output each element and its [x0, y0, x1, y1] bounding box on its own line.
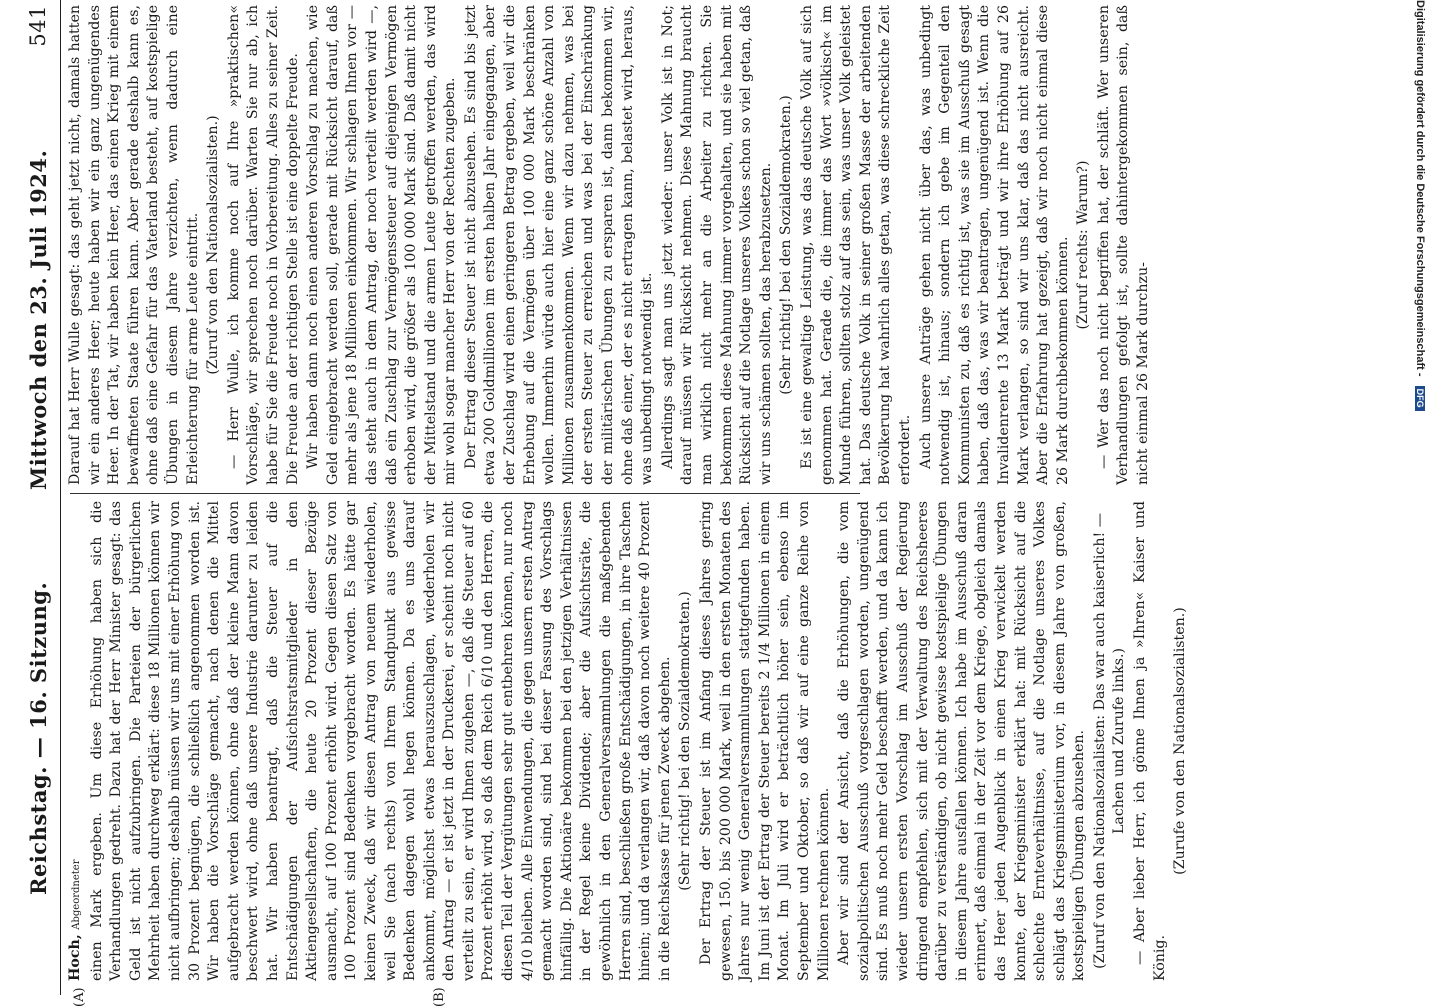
paragraph: Allerdings sagt man uns jetzt wieder: unser Volk ist in Not; darauf müssen wir Rücksicht nehmen. Diese Mahnung braucht man wirklich nicht mehr an die Arbeiter zu richten. Sie bekommen diese Mahnung immer vorgehalten, und sie haben mit Rücksicht auf die Notlage unseres Volkes schon so viel getan, daß wir uns schämen sollten, das herabzusetzen. — [659, 5, 774, 485]
page-number: 541 — [26, 5, 50, 47]
paragraph: Es ist eine gewaltige Leistung, was das deutsche Volk auf sich genommen hat. Gerade die, die immer das Wort »völkisch« im Munde führen, sollten stolz auf das sein, was unser Volk geleistet hat. Das deutsche Volk in seiner großen Masse der arbeitenden Bevölkerung hat wahrlich alles getan, was diese schreckliche Zeit erfordert. — [798, 5, 913, 485]
right-column — [66, 5, 1152, 485]
column-divider — [70, 493, 860, 494]
margin-mark-a: (A) — [72, 987, 87, 1007]
speaker-name: Hoch, — [67, 934, 83, 981]
interjection: (Zuruf von den Nationalsozialisten.) — [205, 115, 222, 375]
paragraph: — Aber lieber Herr, ich gönne Ihnen ja »Ihren« Kaiser und König. — [1132, 501, 1168, 981]
speaker-line — [66, 501, 87, 981]
margin-mark-b: (B) — [432, 987, 447, 1007]
paragraph: Darauf hat Herr Wulle gesagt: das geht jetzt nicht, damals hatten wir ein anderes Heer; heute haben wir ein ganz ungenügendes Heer. In der Tat, wir haben kein Heer, das einen Krieg mit einem bewaffneten Staate führen kann. Aber gerade deshalb kann es, ohne daß eine Gefahr für das Vaterland besteht, auf kostspielige Übungen in diesem Jahre verzichten, wenn dadurch eine Erleichterung für arme Leute eintritt. — [67, 5, 201, 485]
credit-text: Digitalisierung gefördert durch die Deutsche Forschungsgemeinschaft - — [1414, 0, 1426, 377]
paragraph: Auch unsere Anträge gehen nicht über das, was unbedingt notwendig ist, hinaus; sondern ich gebe im Gegenteil den Kommunisten zu, daß es richtig ist, was sie im Ausschuß gesagt haben, daß das, was wir beantragen, ungenügend ist. Wenn die Invalidenrente 13 Mark beträgt und wir ihre Erhöhung auf 26 Mark verlangen, so sind wir uns klar, daß das nicht ausreicht. Aber die Erfahrung hat gezeigt, daß wir noch nicht einmal diese 26 Mark durchbekommen können. — [917, 5, 1071, 485]
page-header — [20, 0, 61, 995]
dfg-logo: DFG — [1415, 386, 1425, 411]
paragraph: Aber wir sind der Ansicht, daß die Erhöhungen, die vom sozialpolitischen Ausschuß vorgeschlagen worden, ungenügend sind. Es muß noch mehr Geld beschafft werden, und da kann ich wieder unsern ersten Vorschlag im Ausschuß der Regierung dringend empfehlen, sich mit der Verwaltung des Reichsheeres darüber zu verständigen, ob nicht gewisse kostspielige Übungen in diesem Jahre ausfallen können. Ich habe im Ausschuß daran erinnert, daß einmal in der Zeit vor dem Kriege, obgleich damals das Heer jeden Augenblick in einen Krieg verwickelt werden konnte, der Kriegsminister erklärt hat: mit Rücksicht auf die schlechte Ernteverhältnisse, auf die Notlage unseres Volkes schlägt das Kriegsministerium vor, in diesem Jahre von großen, kostspieligen Übungen abzusehen. — [836, 501, 1088, 981]
digitization-credit-text — [1406, 0, 1426, 1000]
interjection: (Sehr richtig! bei den Sozialdemokraten.) — [778, 95, 795, 395]
paragraph: Der Ertrag der Steuer ist im Anfang dieses Jahres gering gewesen, 150. bis 200 000 Mark, weil in den ersten Monaten des Jahres nur wenig Generalversammlungen stattgefunden haben. Im Juni ist der Ertrag der Steuer bereits 2 1/4 Millionen in einem Monat. Im Juli wird er beträchtlich höher sein, ebenso im September und Oktober, so daß wir auf eine ganze Reihe von Millionen rechnen können. — [698, 501, 832, 981]
rotated-document-page — [20, 0, 1189, 1007]
header-session-title: Reichstag. — 16. Sitzung. — [26, 581, 51, 895]
paragraph: Der Ertrag dieser Steuer ist nicht abzusehen. Es sind bis jetzt etwa 200 Goldmillionen im ersten halben Jahr eingegangen, aber der Zuschlag wird einen geringeren Betrag ergeben, weil wir die Erhebung auf die Vermögen über 100 000 Mark beschränken wollen. Immerhin würde auch hier eine ganz schöne Anzahl von Millionen zusammenkommen. Wenn wir dazu nehmen, was bei der ersten Steuer zu erreichen und was bei der Einschränkung der militärischen Übungen zu ersparen ist, dann bekommen wir, ohne daß einer, der es nicht ertragen kann, belastet wird, heraus, was unbedingt notwendig ist. — [462, 5, 656, 485]
digitization-credit — [1404, 0, 1434, 1000]
interjection: (Zurufe von den Nationalsozialisten.) — [1172, 607, 1189, 875]
interjection: (Zuruf von den Nationalsozialisten: Das war auch kaiserlich! — Lachen und Zurufe links.) — [1091, 513, 1128, 969]
paragraph: — Herr Wulle, ich komme noch auf Ihre »praktischen« Vorschläge, wir sprechen noch darüber. Warten Sie nur ab, ich habe für Sie die Freude noch in Vorbereitung. Alles zu seiner Zeit. Die Freude an der richtigen Stelle ist eine doppelte Freude. — [225, 5, 301, 485]
left-column — [66, 501, 1189, 981]
interjection: (Zuruf rechts: Warum?) — [1075, 160, 1092, 330]
paragraph: — Wer das noch nicht begriffen hat, der schläft. Wer unseren Verhandlungen gefolgt ist, sollte dahintergekommen sein, daß nicht einmal 26 Mark durchzu- — [1095, 5, 1152, 485]
interjection: (Sehr richtig! bei den Sozialdemokraten.) — [677, 591, 694, 891]
paragraph: einen Mark ergeben. Um diese Erhöhung haben sich die Verhandlungen gedreht. Dazu hat der Herr Minister gesagt: das Geld ist nicht aufzubringen. Die Parteien der bürgerlichen Mehrheit haben durchweg erklärt: diese 18 Millionen können wir nicht aufbringen; deshalb müssen wir uns mit einer Erhöhung von 30 Prozent begnügen, die schließlich angenommen worden ist. Wir haben die Vorschläge gemacht, nach denen die Mittel aufgebracht werden können, ohne daß der kleine Mann davon beschwert wird, ohne daß unsere Industrie darunter zu leiden hat. Wir haben beantragt, daß die Steuer auf die Entschädigungen der Aufsichtsratsmitglieder in den Aktiengesellschaften, die heute 20 Prozent dieser Bezüge ausmacht, auf 100 Prozent erhöht wird. Gegen diesen Satz von 100 Prozent sind Bedenken vorgebracht worden. Es hätte gar keinen Zweck, daß wir diesen Antrag von neuem wiederholen, weil Sie (nach rechts) von Ihrem Standpunkt aus gewisse Bedenken dagegen wohl hegen können. Da es uns darauf ankommt, möglichst etwas herauszuschlagen, wiederholen wir den Antrag — er ist jetzt in der Druckerei, er scheint noch nicht verteilt zu sein, er wird Ihnen zugehen —, daß die Steuer auf 60 Prozent erhöht wird, so daß dem Reich 6/10 und den Herren, die diesen Teil der Vergütungen sehr gut entbehren können, nur noch 4/10 bleiben. Alle Einwendungen, die gegen unsern ersten Antrag gemacht worden sind, sind bei dieser Fassung des Vorschlags hinfällig. Die Aktionäre bekommen bei den jetzigen Verhältnissen in der Regel keine Dividende; aber die Aufsichtsräte, die gewöhnlich in den Generalversammlungen die maßgebenden Herren sind, beschließen große Entschädigungen, in ihre Taschen hinein; und da verlangen wir, daß davon noch weitere 40 Prozent in die Reichskasse für jenen Zweck abgehen. — [88, 501, 673, 981]
header-date: Mittwoch den 23. Juli 1924. — [26, 149, 51, 490]
speaker-role: Abgeordneter — [71, 859, 82, 930]
paragraph: Wir haben dann noch einen anderen Vorschlag zu machen, wie Geld eingebracht werden soll, gerade mit Rücksicht darauf, daß mehr als jene 18 Millionen einkommen. Wir schlagen Ihnen vor — das steht auch in dem Antrag, der noch verteilt werden wird —, daß ein Zuschlag zur Vermögenssteuer auf diejenigen Vermögen erhoben wird, die größer als 100 000 Mark sind. Daß damit nicht der Mittelstand und die armen Leute getroffen werden, das wird mir wohl sogar mancher Herr von der Rechten zugeben. — [305, 5, 459, 485]
